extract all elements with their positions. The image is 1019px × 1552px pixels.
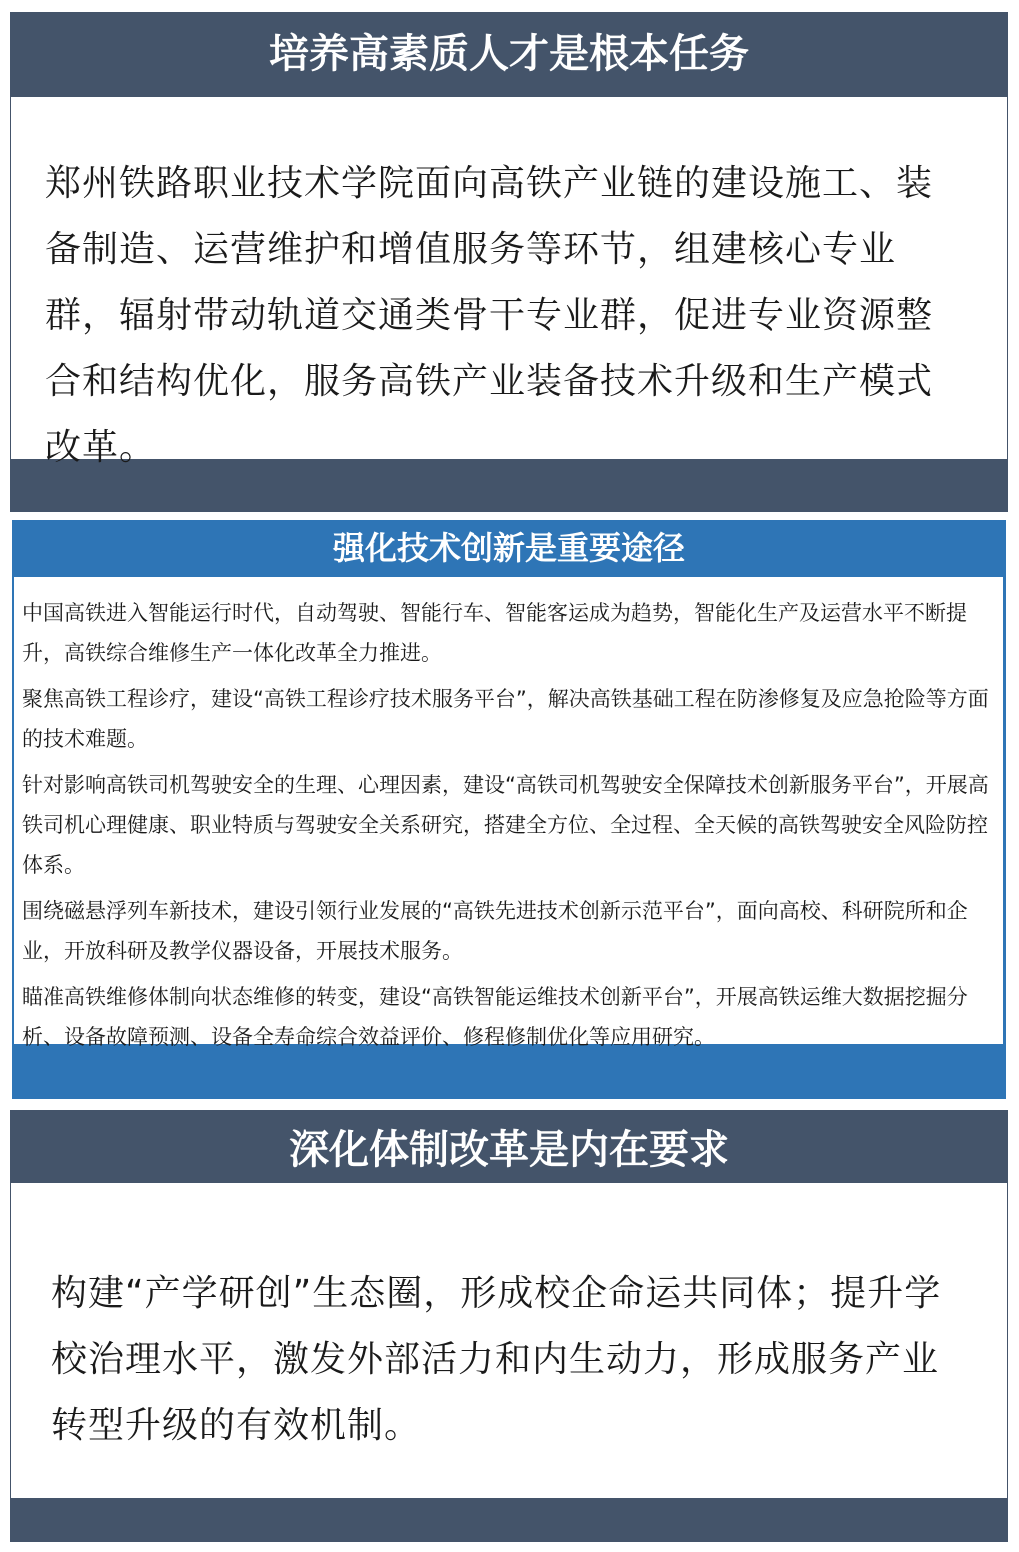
section-reform-text: 构建“产学研创”生态圈，形成校企命运共同体；提升学校治理水平，激发外部活力和内生动力，形成服务产业转型升级的有效机制。 [51, 1273, 942, 1446]
section-talent-body [11, 97, 1007, 468]
section-innovation-body [14, 577, 1003, 1049]
innovation-paragraph: 中国高铁进入智能运行时代，自动驾驶、智能行车、智能客运成为趋势，智能化生产及运营水平不断提升，高铁综合维修生产一体化改革全力推进。 [22, 601, 967, 665]
section-talent-text: 郑州铁路职业技术学院面向高铁产业链的建设施工、装备制造、运营维护和增值服务等环节，组建核心专业群，辐射带动轨道交通类骨干专业群，促进专业资源整合和结构优化，服务高铁产业装备技术升级和生产模式改革。 [45, 163, 934, 468]
section-talent [10, 12, 1008, 512]
section-reform-body [11, 1183, 1007, 1498]
innovation-paragraph: 围绕磁悬浮列车新技术，建设引领行业发展的“高铁先进技术创新示范平台”，面向高校、科研院所和企业，开放科研及教学仪器设备，开展技术服务。 [22, 899, 968, 963]
innovation-paragraph: 瞄准高铁维修体制向状态维修的转变，建设“高铁智能运维技术创新平台”，开展高铁运维大数据挖掘分析、设备故障预测、设备全寿命综合效益评价、修程修制优化等应用研究。 [22, 985, 968, 1049]
section-innovation-title: 强化技术创新是重要途径 [332, 529, 685, 567]
section-reform-title: 深化体制改革是内在要求 [289, 1127, 729, 1173]
section-innovation [12, 520, 1006, 1099]
section-talent-title: 培养高素质人才是根本任务 [269, 31, 749, 77]
innovation-paragraph: 聚焦高铁工程诊疗，建设“高铁工程诊疗技术服务平台”，解决高铁基础工程在防渗修复及应急抢险等方面的技术难题。 [22, 687, 989, 751]
section-reform [10, 1110, 1008, 1542]
innovation-paragraph: 针对影响高铁司机驾驶安全的生理、心理因素，建设“高铁司机驾驶安全保障技术创新服务平台”，开展高铁司机心理健康、职业特质与驾驶安全关系研究，搭建全方位、全过程、全天候的高铁驾驶安全风险防控体系。 [22, 773, 989, 877]
